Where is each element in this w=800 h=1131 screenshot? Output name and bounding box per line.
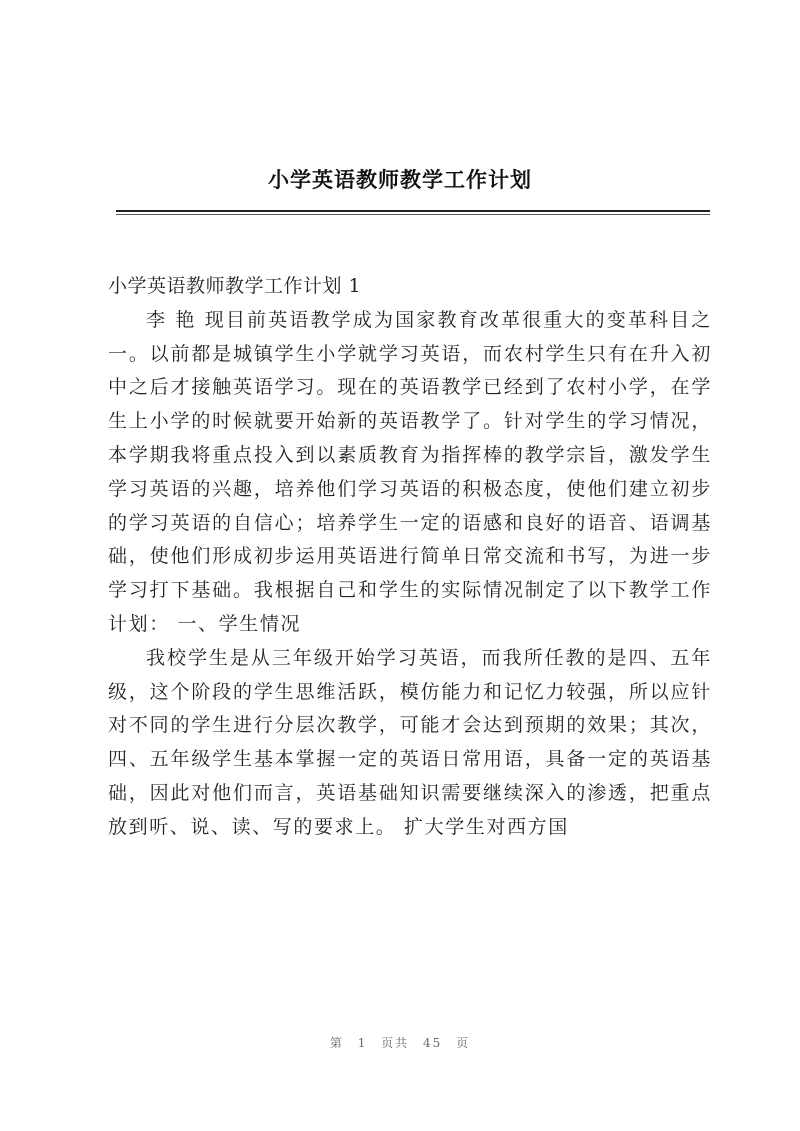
footer-suffix: 页: [456, 1036, 471, 1050]
footer-current-page: 1: [357, 1036, 368, 1050]
section-heading: 小学英语教师教学工作计划 1: [108, 275, 362, 297]
title-divider: [116, 210, 710, 212]
footer-total-pages: 45: [423, 1036, 443, 1050]
page-footer: [0, 1034, 800, 1051]
footer-prefix: 第: [329, 1036, 344, 1050]
paragraph-1: 李 艳 现目前英语教学成为国家教育改革很重大的变革科目之一。以前都是城镇学生小学就学习英语，而农村学生只有在升入初中之后才接触英语学习。现在的英语教学已经到了农村小学，在学生上小学的时候就要开始新的英语教学了。针对学生的学习情况，本学期我将重点投入到以素质教育为指挥棒的教学宗旨，激发学生学习英语的兴趣，培养他们学习英语的积极态度，使他们建立初步的学习英语的自信心；培养学生一定的语感和良好的语音、语调基础，使他们形成初步运用英语进行简单日常交流和书写，为进一步学习打下基础。我根据自己和学生的实际情况制定了以下教学工作计划： 一、学生情况: [108, 308, 712, 635]
title-divider-thin: [116, 214, 710, 215]
paragraph-2: 我校学生是从三年级开始学习英语，而我所任教的是四、五年级，这个阶段的学生思维活跃，模仿能力和记忆力较强，所以应针对不同的学生进行分层次教学，可能才会达到预期的效果；其次，四、五年级学生基本掌握一定的英语日常用语，具备一定的英语基础，因此对他们而言，英语基础知识需要继续深入的渗透，把重点放到听、说、读、写的要求上。 扩大学生对西方国: [108, 646, 712, 838]
footer-middle: 页共: [381, 1036, 410, 1050]
document-body: [108, 270, 712, 845]
document-title: 小学英语教师教学工作计划: [268, 167, 532, 192]
